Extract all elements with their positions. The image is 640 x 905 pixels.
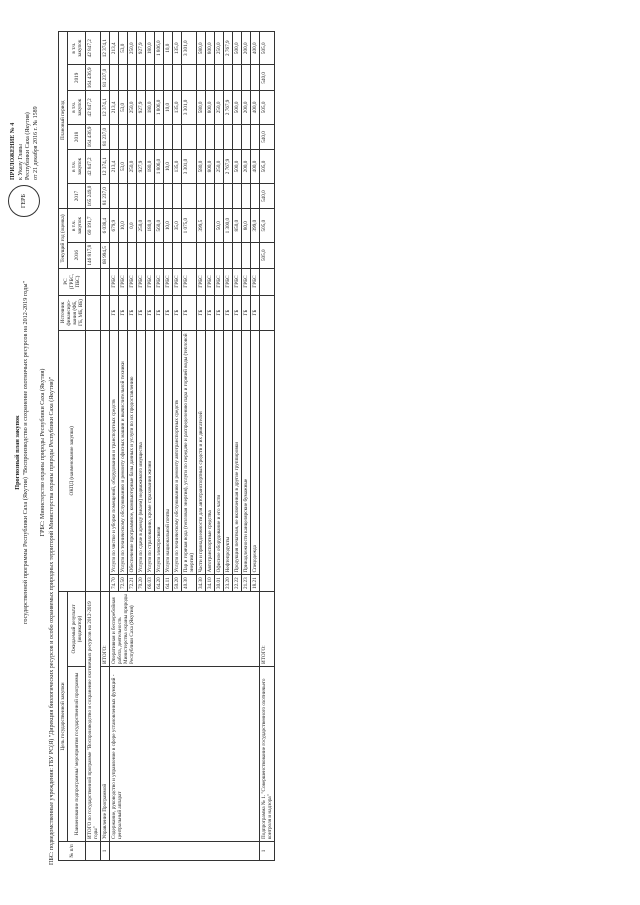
plan-2019-cell: 10,0 — [164, 32, 173, 65]
okpd-name: Услуги национальной почты — [164, 330, 173, 575]
plan-2019-cell: 580,0 — [197, 32, 206, 65]
current-year-cell: 250,0 — [137, 209, 146, 242]
cell: 165 249,0 — [86, 183, 101, 209]
current-year-cell: 679,9 — [110, 209, 119, 242]
current-year-cell: 0,0 — [128, 209, 137, 242]
okpd-code: 50.20 — [173, 575, 182, 592]
okpd-code: 18.21 — [251, 575, 260, 592]
okpd-code: 40.30 — [182, 575, 197, 592]
plan-2017-cell: 2 767,9 — [224, 150, 233, 183]
rs-cell: ГРБС — [146, 268, 155, 295]
current-year-cell: 399,0 — [251, 209, 260, 242]
plan-2018-cell: 400,0 — [251, 91, 260, 124]
plan-2018-cell: 53,0 — [119, 91, 128, 124]
okpd-code: 72.50 — [119, 575, 128, 592]
current-year-cell: 80,0 — [242, 209, 251, 242]
cell: 540,0 — [260, 65, 275, 91]
row-num: 1 — [101, 842, 110, 861]
appendix-title: ПРИЛОЖЕНИЕ № 4 — [10, 122, 16, 180]
plan-2018-cell: 500,0 — [233, 91, 242, 124]
plan-2017-cell: 800,0 — [206, 150, 215, 183]
activity-name: Содержание, руководство и управление в сфере установленных функций - центральный аппарат — [110, 667, 260, 842]
current-year-cell: 50,0 — [215, 209, 224, 242]
subprogram-label: Управление Программой — [101, 667, 110, 842]
rs-cell: ГРБС — [173, 268, 182, 295]
plan-2019-cell: 500,0 — [233, 32, 242, 65]
plan-2019-cell: 135,0 — [173, 32, 182, 65]
okpd-code: 64.11 — [164, 575, 173, 592]
header-2017: 2017 — [68, 183, 86, 209]
plan-2019-cell: 1 806,0 — [155, 32, 164, 65]
plan-2019-cell: 180,0 — [146, 32, 155, 65]
header-current-year: Текущий год (оценка) — [59, 209, 68, 268]
cell: 146 817,8 — [86, 242, 101, 268]
plan-2017-cell: 200,0 — [242, 150, 251, 183]
okpd-code: 64.20 — [155, 575, 164, 592]
okpd-code: 21.23 — [242, 575, 251, 592]
header-plan-period: Плановый период — [59, 32, 68, 209]
cell: 505,0 — [260, 242, 275, 268]
okpd-name: Нефтепродукты — [224, 330, 233, 575]
rs-cell: ГРБС — [137, 268, 146, 295]
source-cell: ГБ — [164, 295, 173, 330]
cell: 42 847,2 — [86, 91, 101, 124]
grbs-line: ГРБС: Министерство охраны природы Республики Саха (Якутия) — [40, 368, 46, 537]
appendix-line1: к Указу Главы — [17, 144, 24, 180]
current-year-cell: 560,0 — [155, 209, 164, 242]
plan-2019-cell: 927,9 — [137, 32, 146, 65]
cell: 540,0 — [260, 124, 275, 150]
source-cell: ГБ — [137, 295, 146, 330]
appendix-line3: от 21 декабря 2016 г. № 1589 — [32, 106, 39, 180]
okpd-name: Части и принадлежности для автотранспортных средств и их двигателей — [197, 330, 206, 575]
activity-result: Оперативная и бесперебойная работа, деятельность Министерства охраны природы Республики Саха (Якутия) — [110, 592, 260, 667]
header-2017-incl: в т.ч. закупок — [68, 150, 86, 183]
okpd-name: Услуги по страхованию, кроме страхования жизни — [146, 330, 155, 575]
plan-2018-cell: 3 301,0 — [182, 91, 197, 124]
rs-cell: ГРБС — [128, 268, 137, 295]
rs-cell: ГРБС — [215, 268, 224, 295]
current-year-cell: 35,0 — [173, 209, 182, 242]
source-cell: ГБ — [155, 295, 164, 330]
source-cell: ГБ — [215, 295, 224, 330]
rs-cell: ГРБС — [242, 268, 251, 295]
okpd-name: Автотранспортные средства — [206, 330, 215, 575]
itogo-label: ИТОГО: — [101, 592, 110, 667]
pbs-line: ПБС: подведомственные учреждения: ГБУ РС(Я) "Дирекция биологических ресурсов и особо охраняемых природных территорий Министерства охраны природы Республики Саха (Якутия)" — [49, 376, 55, 865]
rs-cell: ГРБС — [110, 268, 119, 295]
plan-2018-cell: 135,0 — [173, 91, 182, 124]
plan-2018-cell: 180,0 — [146, 91, 155, 124]
okpd-name: Обеспечение программное, компьютерные базы данных и услуги по их предоставлению — [128, 330, 137, 575]
header-2019: 2019 — [68, 65, 86, 91]
header-goal-group: Цель государственной закупки — [59, 592, 68, 842]
cell: 12 374,1 — [101, 91, 110, 124]
doc-title: Прогнозный план закупок — [14, 415, 21, 490]
procurement-table — [58, 31, 275, 861]
rs-cell: ГРБС — [233, 268, 242, 295]
cell: 164 436,9 — [86, 124, 101, 150]
cell: 60 191,7 — [86, 209, 101, 242]
okpd-name: Принадлежности канцелярские бумажные — [242, 330, 251, 575]
document-titles — [14, 0, 29, 905]
cell: 12 374,1 — [101, 150, 110, 183]
cell: 6 038,4 — [101, 209, 110, 242]
plan-2017-cell: 180,0 — [146, 150, 155, 183]
current-year-cell: 10,0 — [164, 209, 173, 242]
okpd-name: Спецодежда — [251, 330, 260, 575]
okpd-code: 23.20 — [224, 575, 233, 592]
current-year-cell: 399,5 — [197, 209, 206, 242]
source-cell: ГБ — [251, 295, 260, 330]
header-2018: 2018 — [68, 124, 86, 150]
plan-2019-cell: 250,0 — [128, 32, 137, 65]
rs-cell: ГРБС — [224, 268, 233, 295]
okpd-name: Услуги по чистке и уборке помещений, оборудования и транспортных средств — [110, 330, 119, 575]
okpd-name: Пар и горячая вода (тепловая энергия), услуги по передаче и распределению пара и горячей воды (тепловой энергии) — [182, 330, 197, 575]
okpd-name: Услуги по техническому обслуживанию и ремонту офисных машин и вычислительной техники — [119, 330, 128, 575]
plan-2018-cell: 1 806,0 — [155, 91, 164, 124]
plan-2017-cell: 400,0 — [251, 150, 260, 183]
plan-2018-cell: 10,0 — [164, 91, 173, 124]
rs-cell: ГРБС — [119, 268, 128, 295]
header-result: Ожидаемый результат (индикатор) — [68, 592, 86, 667]
header-2016: 2016 — [68, 242, 86, 268]
plan-2018-cell: 800,0 — [206, 91, 215, 124]
plan-2018-cell: 927,9 — [137, 91, 146, 124]
program-total-row — [86, 32, 101, 861]
source-cell: ГБ — [182, 295, 197, 330]
source-cell: ГБ — [119, 295, 128, 330]
okpd-code: 30.01 — [215, 575, 224, 592]
okpd-code: 70.20 — [137, 575, 146, 592]
rs-cell: ГРБС — [164, 268, 173, 295]
procurement-row — [110, 32, 119, 861]
subprogram2-row — [260, 32, 275, 861]
okpd-name: Услуги по техническому обслуживанию и ремонту автотранспортных средств — [173, 330, 182, 575]
header-num: № п/п — [59, 842, 86, 861]
plan-2017-cell: 500,0 — [233, 150, 242, 183]
rs-cell: ГРБС — [182, 268, 197, 295]
plan-2017-cell: 927,9 — [137, 150, 146, 183]
plan-2019-cell: 2 767,9 — [224, 32, 233, 65]
header-2019-incl: в т.ч. закупок — [68, 32, 86, 65]
cell: 540,0 — [260, 183, 275, 209]
seal-text: ГЕРБ — [21, 194, 27, 208]
cell: 42 847,2 — [86, 150, 101, 183]
plan-2017-cell: 53,0 — [119, 150, 128, 183]
cell: 505,0 — [260, 209, 275, 242]
plan-2019-cell: 400,0 — [251, 32, 260, 65]
current-year-cell: 1 300,0 — [224, 209, 233, 242]
cell: 505,0 — [260, 150, 275, 183]
header-rs: РС (ГРБС, ПБС) — [59, 268, 86, 295]
okpd-name: Офисное оборудование и его части — [215, 330, 224, 575]
current-year-cell: 850,0 — [233, 209, 242, 242]
okpd-code: 74.70 — [110, 575, 119, 592]
doc-subtitle: государственной программы Республики Саха (Якутия) "Воспроизводство и сохранение охотничьих ресурсов на 2012-2019 годы" — [21, 280, 29, 625]
cell: 164 436,9 — [86, 65, 101, 91]
okpd-code: 34.30 — [197, 575, 206, 592]
subprogram2-label: Подпрограмма № 1. "Совершенствование государственного охотничьего контроля и надзора" — [260, 667, 275, 842]
okpd-code: 22.22 — [233, 575, 242, 592]
header-name: Наименование подпрограммы/ мероприятия государственной программы — [68, 667, 86, 842]
okpd-code: 66.03 — [146, 575, 155, 592]
source-cell: ГБ — [224, 295, 233, 330]
plan-2017-cell: 10,0 — [164, 150, 173, 183]
plan-2019-cell: 800,0 — [206, 32, 215, 65]
cell: 12 374,1 — [101, 32, 110, 65]
plan-2018-cell: 580,0 — [197, 91, 206, 124]
current-year-cell: 10,0 — [119, 209, 128, 242]
plan-2017-cell: 213,4 — [110, 150, 119, 183]
subprogram-total-row — [101, 32, 110, 861]
cell: 68 994,5 — [101, 242, 110, 268]
source-cell: ГБ — [173, 295, 182, 330]
rs-cell: ГРБС — [206, 268, 215, 295]
rs-cell: ГРБС — [155, 268, 164, 295]
okpd-name: Услуги электросвязи — [155, 330, 164, 575]
cell: 81 237,0 — [101, 183, 110, 209]
plan-2017-cell: 3 301,0 — [182, 150, 197, 183]
plan-2018-cell: 213,4 — [110, 91, 119, 124]
plan-2017-cell: 250,0 — [215, 150, 224, 183]
plan-2019-cell: 200,0 — [242, 32, 251, 65]
okpd-code: 72.21 — [128, 575, 137, 592]
plan-2018-cell: 2 767,9 — [224, 91, 233, 124]
cell: 505,0 — [260, 91, 275, 124]
cell: 81 237,0 — [101, 124, 110, 150]
plan-2017-cell: 1 806,0 — [155, 150, 164, 183]
current-year-cell — [206, 209, 215, 242]
source-cell: ГБ — [110, 295, 119, 330]
plan-2018-cell: 200,0 — [242, 91, 251, 124]
plan-2018-cell: 250,0 — [128, 91, 137, 124]
plan-2017-cell: 250,0 — [128, 150, 137, 183]
current-year-cell: 180,0 — [146, 209, 155, 242]
plan-2017-cell: 580,0 — [197, 150, 206, 183]
appendix-line2: Республики Саха (Якутия) — [25, 112, 31, 180]
source-cell: ГБ — [146, 295, 155, 330]
okpd-name: Услуги по сдаче в аренду (внаем) недвижимого имущества — [137, 330, 146, 575]
okpd-code: 34.10 — [206, 575, 215, 592]
plan-2018-cell: 250,0 — [215, 91, 224, 124]
rs-cell: ГРБС — [197, 268, 206, 295]
plan-2019-cell: 213,4 — [110, 32, 119, 65]
current-year-cell: 1 075,0 — [182, 209, 197, 242]
source-cell: ГБ — [233, 295, 242, 330]
rs-cell: ГРБС — [251, 268, 260, 295]
plan-2019-cell: 3 301,0 — [182, 32, 197, 65]
program-total-label: ИТОГО по государственной программе "Воспроизводство и сохранение охотничьих ресурсов на 2012-2019 годы" — [86, 592, 101, 842]
source-cell: ГБ — [242, 295, 251, 330]
cell: 42 847,2 — [86, 32, 101, 65]
header-okpd: ОКПД (наименование закупки) — [59, 330, 86, 591]
source-cell: ГБ — [197, 295, 206, 330]
cell: 81 237,0 — [101, 65, 110, 91]
source-cell: ГБ — [206, 295, 215, 330]
header-2016-incl: в т.ч. закупок — [68, 209, 86, 242]
row-num: 1 — [260, 842, 275, 861]
itogo-label: ИТОГО: — [260, 592, 275, 667]
plan-2019-cell: 250,0 — [215, 32, 224, 65]
header-2018-incl: в т.ч. закупок — [68, 91, 86, 124]
source-cell: ГБ — [128, 295, 137, 330]
plan-2019-cell: 53,0 — [119, 32, 128, 65]
header-source: Источник финансиро-вания (ФБ, ГБ, МБ, ВБ) — [59, 295, 86, 330]
plan-2017-cell: 135,0 — [173, 150, 182, 183]
okpd-name: Продукция печатная, не включенная в другие группировки — [233, 330, 242, 575]
cell: 505,0 — [260, 32, 275, 65]
